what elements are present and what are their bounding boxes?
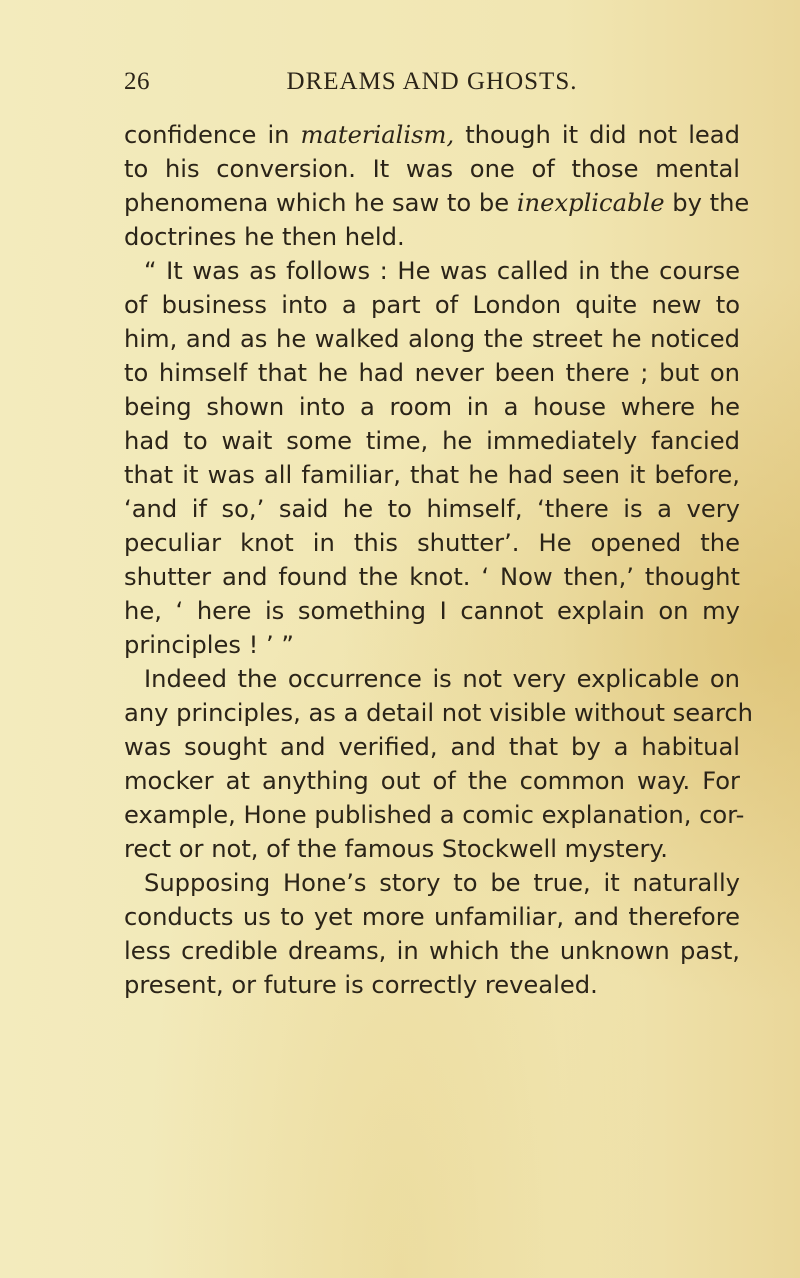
text-line: doctrines he then held. [124, 223, 405, 251]
text-line: any principles, as a detail not visible without search [124, 699, 754, 727]
text-line: peculiar knot in this shutter’. He opened the [124, 529, 740, 557]
text-line: principles ! ’ ” [124, 631, 294, 659]
running-title: DREAMS AND GHOSTS. [286, 68, 578, 95]
body-text [124, 118, 754, 1002]
text-line: Indeed the occurrence is not very explicable on [144, 665, 740, 693]
text-line: of business into a part of London quite new to [124, 291, 740, 319]
text-line: to himself that he had never been there ; but on [124, 359, 740, 387]
text-line: phenomena which he saw to be inexplicable by the [124, 189, 750, 217]
text-line: to his conversion. It was one of those mental [124, 155, 740, 183]
text-line: conducts us to yet more unfamiliar, and therefore [124, 903, 740, 931]
text-line: being shown into a room in a house where he [124, 393, 740, 421]
text-line: ‘and if so,’ said he to himself, ‘there is a very [124, 495, 740, 523]
text-line: less credible dreams, in which the unknown past, [124, 937, 740, 965]
text-line: mocker at anything out of the common way. For [124, 767, 740, 795]
text-line: example, Hone published a comic explanation, cor- [124, 801, 745, 829]
text-line: Supposing Hone’s story to be true, it naturally [144, 869, 740, 897]
page-number: 26 [124, 68, 150, 95]
text-line: that it was all familiar, that he had seen it before, [124, 461, 740, 489]
text-line: present, or future is correctly revealed. [124, 971, 598, 999]
italic-word: inexplicable [516, 189, 665, 217]
text-line: “ It was as follows : He was called in the course [144, 257, 740, 285]
text-line: he, ‘ here is something I cannot explain on my [124, 597, 740, 625]
text-line: had to wait some time, he immediately fancied [124, 427, 740, 455]
text-line: rect or not, of the famous Stockwell mystery. [124, 835, 668, 863]
text-line: was sought and verified, and that by a habitual [124, 733, 740, 761]
italic-word: materialism, [300, 121, 455, 149]
running-head [124, 68, 740, 104]
text-line: shutter and found the knot. ‘ Now then,’ thought [124, 563, 740, 591]
text-line: confidence in materialism, though it did not lead [124, 121, 740, 149]
text-line: him, and as he walked along the street he noticed [124, 325, 740, 353]
